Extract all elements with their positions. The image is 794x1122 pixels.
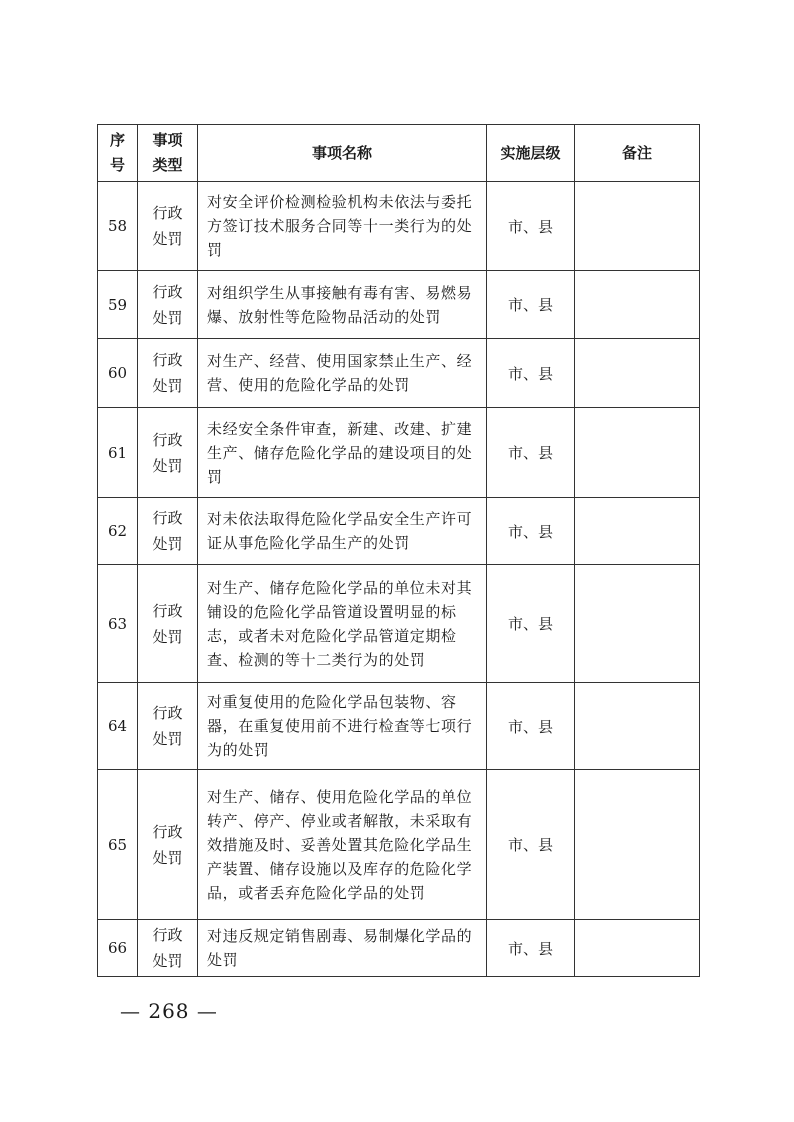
row-name: 对未依法取得危险化学品安全生产许可证从事危险化学品生产的处罚 [198,498,487,565]
row-name: 未经安全条件审查，新建、改建、扩建生产、储存危险化学品的建设项目的处罚 [198,408,487,498]
row-type-line2: 处罚 [152,230,183,248]
row-name: 对生产、储存危险化学品的单位未对其铺设的危险化学品管道设置明显的标志，或者未对危险化学品管道定期检查、检测的等十二类行为的处罚 [198,565,487,683]
row-type-line1: 行政 [152,351,183,369]
table-row [98,182,700,271]
row-type [138,498,198,565]
row-level: 市、县 [487,565,575,683]
row-note [575,683,700,770]
table-row [98,920,700,977]
header-type-line1: 事项 [152,131,183,149]
row-seq: 61 [98,408,138,498]
row-type [138,182,198,271]
row-note [575,920,700,977]
row-type [138,770,198,920]
row-type-line2: 处罚 [152,952,183,970]
row-level: 市、县 [487,339,575,408]
row-name: 对违反规定销售剧毒、易制爆化学品的处罚 [198,920,487,977]
row-type-line2: 处罚 [152,308,183,327]
row-type-line2: 处罚 [152,377,183,395]
row-note [575,339,700,408]
row-note [575,565,700,683]
row-seq: 59 [98,271,138,339]
row-seq: 64 [98,683,138,770]
row-type [138,920,198,977]
row-type-line2: 处罚 [152,848,183,867]
table-row [98,271,700,339]
header-seq-line2: 号 [109,156,125,174]
row-level: 市、县 [487,271,575,339]
row-type-line1: 行政 [152,204,183,222]
table-row [98,770,700,920]
header-seq-line1: 序 [109,131,125,149]
row-level: 市、县 [487,498,575,565]
row-type [138,683,198,770]
header-type-line2: 类型 [152,156,183,174]
row-note [575,770,700,920]
row-seq: 60 [98,339,138,408]
row-type-line1: 行政 [152,822,183,841]
row-type-line1: 行政 [152,601,183,620]
row-seq: 65 [98,770,138,920]
row-name: 对生产、储存、使用危险化学品的单位转产、停产、停业或者解散，未采取有效措施及时、妥善处置其危险化学品生产装置、储存设施以及库存的危险化学品，或者丢弃危险化学品的处罚 [198,770,487,920]
row-name: 对重复使用的危险化学品包装物、容器，在重复使用前不进行检查等七项行为的处罚 [198,683,487,770]
row-seq: 58 [98,182,138,271]
header-note: 备注 [575,125,700,182]
row-seq: 66 [98,920,138,977]
page-number: — 268 — [120,999,218,1023]
header-name: 事项名称 [198,125,487,182]
row-note [575,182,700,271]
row-type-line1: 行政 [152,926,183,944]
row-type [138,408,198,498]
row-note [575,271,700,339]
row-type-line2: 处罚 [152,627,183,646]
row-name: 对安全评价检测检验机构未依法与委托方签订技术服务合同等十一类行为的处罚 [198,182,487,271]
row-level: 市、县 [487,683,575,770]
row-type-line1: 行政 [152,509,183,527]
row-note [575,498,700,565]
row-type-line2: 处罚 [152,730,183,748]
row-name: 对生产、经营、使用国家禁止生产、经营、使用的危险化学品的处罚 [198,339,487,408]
administrative-items-table [97,124,700,977]
row-seq: 62 [98,498,138,565]
table-row [98,683,700,770]
row-type-line2: 处罚 [152,456,183,475]
row-note [575,408,700,498]
header-type [138,125,198,182]
header-seq [98,125,138,182]
row-type [138,565,198,683]
header-level: 实施层级 [487,125,575,182]
table-header-row [98,125,700,182]
row-name: 对组织学生从事接触有毒有害、易燃易爆、放射性等危险物品活动的处罚 [198,271,487,339]
table-row [98,565,700,683]
row-level: 市、县 [487,408,575,498]
row-seq: 63 [98,565,138,683]
table-row [98,498,700,565]
row-type-line1: 行政 [152,704,183,722]
row-type-line2: 处罚 [152,535,183,553]
row-level: 市、县 [487,920,575,977]
row-type [138,271,198,339]
row-level: 市、县 [487,770,575,920]
table-row [98,408,700,498]
row-type-line1: 行政 [152,282,183,301]
table-row [98,339,700,408]
row-level: 市、县 [487,182,575,271]
row-type-line1: 行政 [152,430,183,449]
row-type [138,339,198,408]
